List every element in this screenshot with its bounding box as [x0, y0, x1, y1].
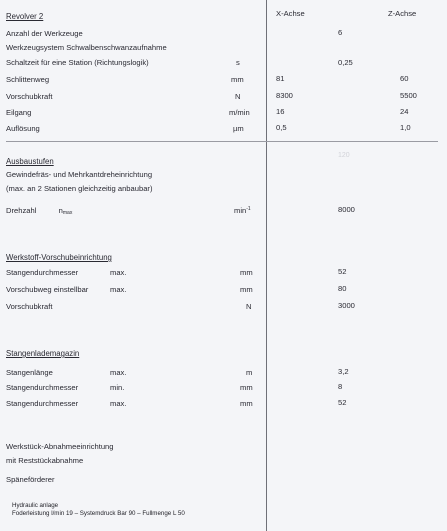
ausbaustufen-line2: (max. an 2 Stationen gleichzeitig anbaubar): [6, 184, 153, 193]
section-title-werkstoff: Werkstoff-Vorschubeinrichtung: [6, 253, 112, 262]
row-unit: mm: [240, 383, 253, 392]
faint-value: 120: [338, 152, 350, 159]
column-header-x: X-Achse: [276, 9, 305, 18]
section-divider: [6, 141, 438, 142]
row-label: Stangendurchmesser: [6, 268, 79, 277]
row-value-z: 24: [400, 107, 409, 116]
section-title-stangenlademagazin: Stangenlademagazin: [6, 349, 80, 358]
drehzahl-row: [6, 207, 72, 216]
row-label: Stangenlänge: [6, 368, 53, 377]
row-value-x: 16: [276, 107, 285, 116]
row-label: Eilgang: [6, 108, 32, 117]
row-qualifier: max.: [110, 399, 127, 408]
drehzahl-subscript: max: [62, 210, 73, 216]
row-label: Anzahl der Werkzeuge: [6, 29, 83, 38]
spaenefoerderer-label: Späneförderer: [6, 475, 55, 484]
hydraulik-line1: Hydraulic anlage: [12, 502, 59, 509]
row-value-x: 81: [276, 74, 285, 83]
row-qualifier: max.: [110, 268, 127, 277]
row-unit: mm: [240, 399, 253, 408]
row-unit: N: [235, 92, 241, 101]
row-unit: m: [246, 368, 253, 377]
row-label: Werkzeugsystem Schwalbenschwanzaufnahme: [6, 43, 167, 52]
ausbaustufen-line1: Gewindefräs- und Mehrkantdreheinrichtung: [6, 170, 153, 179]
row-unit: mm: [240, 285, 253, 294]
column-divider: [266, 0, 267, 531]
row-qualifier: max.: [110, 285, 127, 294]
hydraulik-line2: Foderleistung l/min 19 – Systemdruck Bar 90 – Fullmenge L 50: [12, 510, 185, 517]
row-value-z: 0,25: [338, 58, 353, 67]
drehzahl-symbol: n: [58, 206, 63, 215]
abnahme-line1: Werkstück-Abnahmeeinrichtung: [6, 442, 114, 451]
row-qualifier: max.: [110, 368, 127, 377]
row-value: 52: [338, 398, 347, 407]
row-label: Schlittenweg: [6, 75, 50, 84]
row-label: Auflösung: [6, 124, 40, 133]
row-label: Vorschubkraft: [6, 302, 53, 311]
row-unit: mm: [231, 75, 244, 84]
row-unit: N: [246, 302, 252, 311]
row-label: Stangendurchmesser: [6, 399, 79, 408]
drehzahl-unit: $\min^{-1}$: [234, 206, 251, 215]
row-value-z: 6: [338, 28, 343, 37]
row-unit: µm: [233, 124, 244, 133]
row-unit: mm: [240, 268, 253, 277]
row-label: Vorschubweg einstellbar: [6, 285, 89, 294]
row-value: 3000: [338, 301, 355, 310]
row-value: 80: [338, 284, 347, 293]
row-value: 52: [338, 267, 347, 276]
column-header-z: Z-Achse: [388, 9, 417, 18]
section-title-revolver: Revolver 2: [6, 12, 44, 21]
row-unit: s: [236, 58, 240, 67]
drehzahl-value: 8000: [338, 205, 355, 214]
section-title-ausbaustufen: Ausbaustufen: [6, 157, 54, 166]
row-value-z: 1,0: [400, 123, 411, 132]
row-qualifier: min.: [110, 383, 125, 392]
row-value-x: 8300: [276, 91, 293, 100]
row-label: Schaltzeit für eine Station (Richtungslogik): [6, 58, 149, 67]
row-label: Vorschubkraft: [6, 92, 53, 101]
abnahme-line2: mit Reststückabnahme: [6, 456, 84, 465]
row-value-z: 5500: [400, 91, 417, 100]
row-value-x: 0,5: [276, 123, 287, 132]
row-label: Stangendurchmesser: [6, 383, 79, 392]
row-value-z: 60: [400, 74, 409, 83]
row-value: 3,2: [338, 367, 349, 376]
row-value: 8: [338, 382, 343, 391]
row-unit: m/min: [229, 108, 250, 117]
drehzahl-label: Drehzahl: [6, 206, 37, 215]
